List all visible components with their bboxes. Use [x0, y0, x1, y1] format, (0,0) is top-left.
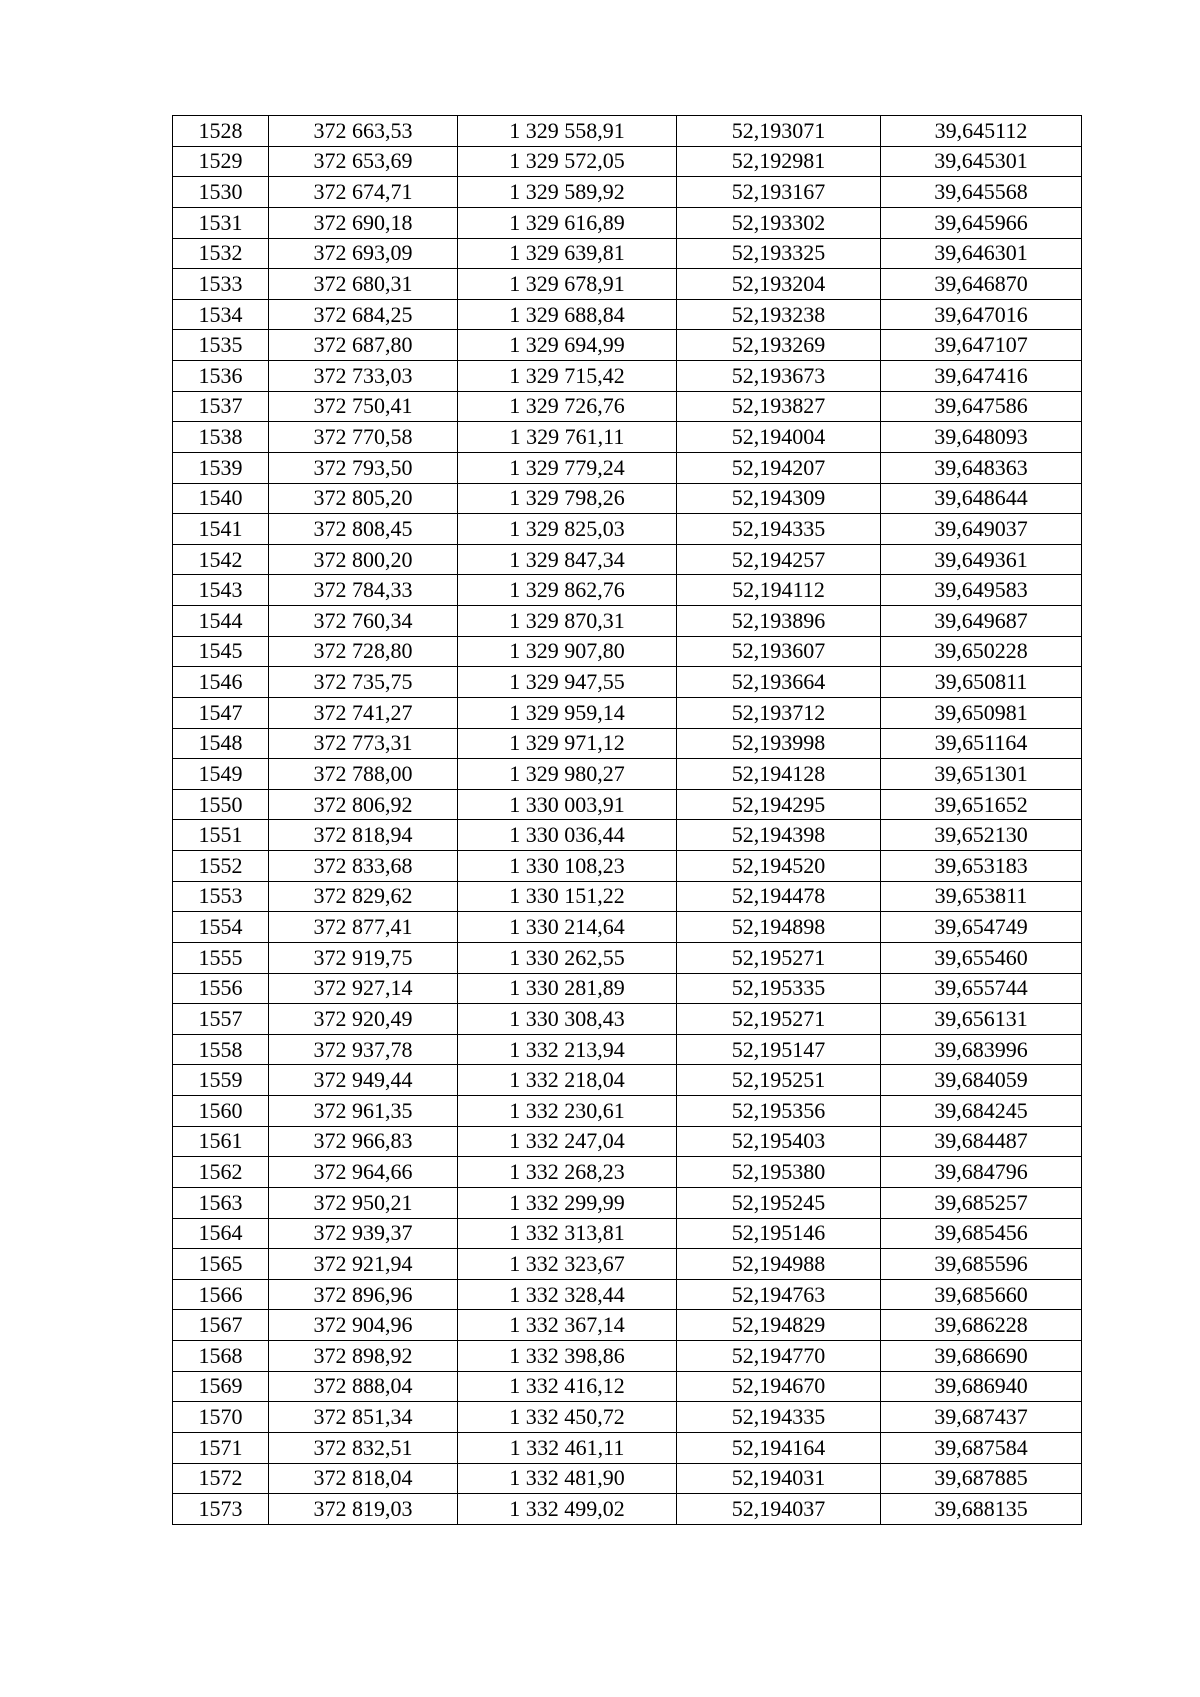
latitude-cell: 52,194335	[677, 514, 881, 545]
point-number-cell: 1541	[173, 514, 269, 545]
point-number-cell: 1554	[173, 912, 269, 943]
y-coordinate-cell: 1 332 461,11	[458, 1432, 677, 1463]
y-coordinate-cell: 1 332 230,61	[458, 1096, 677, 1127]
table-row	[173, 1402, 1082, 1433]
latitude-cell: 52,193712	[677, 697, 881, 728]
table-row	[173, 391, 1082, 422]
x-coordinate-cell: 372 805,20	[269, 483, 458, 514]
y-coordinate-cell: 1 329 959,14	[458, 697, 677, 728]
longitude-cell: 39,653811	[881, 881, 1082, 912]
longitude-cell: 39,648363	[881, 452, 1082, 483]
longitude-cell: 39,649687	[881, 606, 1082, 637]
x-coordinate-cell: 372 760,34	[269, 606, 458, 637]
y-coordinate-cell: 1 332 398,86	[458, 1341, 677, 1372]
latitude-cell: 52,194295	[677, 789, 881, 820]
point-number-cell: 1547	[173, 697, 269, 728]
point-number-cell: 1559	[173, 1065, 269, 1096]
longitude-cell: 39,654749	[881, 912, 1082, 943]
x-coordinate-cell: 372 921,94	[269, 1249, 458, 1280]
y-coordinate-cell: 1 330 262,55	[458, 942, 677, 973]
y-coordinate-cell: 1 332 416,12	[458, 1371, 677, 1402]
point-number-cell: 1560	[173, 1096, 269, 1127]
point-number-cell: 1566	[173, 1279, 269, 1310]
table-row	[173, 1126, 1082, 1157]
latitude-cell: 52,194763	[677, 1279, 881, 1310]
x-coordinate-cell: 372 832,51	[269, 1432, 458, 1463]
point-number-cell: 1528	[173, 116, 269, 147]
table-row	[173, 269, 1082, 300]
table-row	[173, 1432, 1082, 1463]
y-coordinate-cell: 1 329 980,27	[458, 759, 677, 790]
longitude-cell: 39,648093	[881, 422, 1082, 453]
table-row	[173, 1096, 1082, 1127]
y-coordinate-cell: 1 329 862,76	[458, 575, 677, 606]
point-number-cell: 1549	[173, 759, 269, 790]
longitude-cell: 39,650228	[881, 636, 1082, 667]
table-row	[173, 697, 1082, 728]
y-coordinate-cell: 1 330 308,43	[458, 1004, 677, 1035]
y-coordinate-cell: 1 329 678,91	[458, 269, 677, 300]
latitude-cell: 52,194128	[677, 759, 881, 790]
y-coordinate-cell: 1 332 328,44	[458, 1279, 677, 1310]
latitude-cell: 52,194309	[677, 483, 881, 514]
longitude-cell: 39,684487	[881, 1126, 1082, 1157]
longitude-cell: 39,645112	[881, 116, 1082, 147]
x-coordinate-cell: 372 851,34	[269, 1402, 458, 1433]
point-number-cell: 1550	[173, 789, 269, 820]
longitude-cell: 39,652130	[881, 820, 1082, 851]
point-number-cell: 1558	[173, 1034, 269, 1065]
point-number-cell: 1572	[173, 1463, 269, 1494]
x-coordinate-cell: 372 920,49	[269, 1004, 458, 1035]
x-coordinate-cell: 372 898,92	[269, 1341, 458, 1372]
latitude-cell: 52,194898	[677, 912, 881, 943]
x-coordinate-cell: 372 728,80	[269, 636, 458, 667]
latitude-cell: 52,193238	[677, 299, 881, 330]
latitude-cell: 52,195380	[677, 1157, 881, 1188]
table-row	[173, 575, 1082, 606]
point-number-cell: 1538	[173, 422, 269, 453]
x-coordinate-cell: 372 818,04	[269, 1463, 458, 1494]
point-number-cell: 1568	[173, 1341, 269, 1372]
point-number-cell: 1543	[173, 575, 269, 606]
longitude-cell: 39,656131	[881, 1004, 1082, 1035]
latitude-cell: 52,194207	[677, 452, 881, 483]
x-coordinate-cell: 372 950,21	[269, 1187, 458, 1218]
latitude-cell: 52,195147	[677, 1034, 881, 1065]
x-coordinate-cell: 372 966,83	[269, 1126, 458, 1157]
longitude-cell: 39,685456	[881, 1218, 1082, 1249]
y-coordinate-cell: 1 330 036,44	[458, 820, 677, 851]
latitude-cell: 52,193167	[677, 177, 881, 208]
latitude-cell: 52,195271	[677, 942, 881, 973]
x-coordinate-cell: 372 674,71	[269, 177, 458, 208]
table-row	[173, 422, 1082, 453]
x-coordinate-cell: 372 927,14	[269, 973, 458, 1004]
latitude-cell: 52,193607	[677, 636, 881, 667]
longitude-cell: 39,655460	[881, 942, 1082, 973]
table-row	[173, 820, 1082, 851]
table-row	[173, 789, 1082, 820]
latitude-cell: 52,193673	[677, 361, 881, 392]
longitude-cell: 39,651164	[881, 728, 1082, 759]
x-coordinate-cell: 372 773,31	[269, 728, 458, 759]
point-number-cell: 1555	[173, 942, 269, 973]
x-coordinate-cell: 372 653,69	[269, 146, 458, 177]
point-number-cell: 1535	[173, 330, 269, 361]
y-coordinate-cell: 1 329 761,11	[458, 422, 677, 453]
point-number-cell: 1545	[173, 636, 269, 667]
point-number-cell: 1561	[173, 1126, 269, 1157]
coordinates-table-body	[173, 116, 1082, 1525]
y-coordinate-cell: 1 329 779,24	[458, 452, 677, 483]
x-coordinate-cell: 372 690,18	[269, 207, 458, 238]
x-coordinate-cell: 372 949,44	[269, 1065, 458, 1096]
latitude-cell: 52,195403	[677, 1126, 881, 1157]
y-coordinate-cell: 1 330 151,22	[458, 881, 677, 912]
x-coordinate-cell: 372 829,62	[269, 881, 458, 912]
latitude-cell: 52,195245	[677, 1187, 881, 1218]
x-coordinate-cell: 372 806,92	[269, 789, 458, 820]
y-coordinate-cell: 1 332 313,81	[458, 1218, 677, 1249]
table-row	[173, 759, 1082, 790]
x-coordinate-cell: 372 684,25	[269, 299, 458, 330]
longitude-cell: 39,687885	[881, 1463, 1082, 1494]
longitude-cell: 39,651652	[881, 789, 1082, 820]
latitude-cell: 52,194112	[677, 575, 881, 606]
table-row	[173, 1004, 1082, 1035]
longitude-cell: 39,687437	[881, 1402, 1082, 1433]
table-row	[173, 1371, 1082, 1402]
point-number-cell: 1556	[173, 973, 269, 1004]
table-row	[173, 1034, 1082, 1065]
table-row	[173, 1341, 1082, 1372]
table-row	[173, 514, 1082, 545]
point-number-cell: 1529	[173, 146, 269, 177]
longitude-cell: 39,685660	[881, 1279, 1082, 1310]
longitude-cell: 39,645568	[881, 177, 1082, 208]
table-row	[173, 330, 1082, 361]
latitude-cell: 52,194257	[677, 544, 881, 575]
x-coordinate-cell: 372 937,78	[269, 1034, 458, 1065]
table-row	[173, 1494, 1082, 1525]
table-row	[173, 299, 1082, 330]
latitude-cell: 52,193269	[677, 330, 881, 361]
y-coordinate-cell: 1 330 108,23	[458, 851, 677, 882]
y-coordinate-cell: 1 332 367,14	[458, 1310, 677, 1341]
point-number-cell: 1530	[173, 177, 269, 208]
longitude-cell: 39,686690	[881, 1341, 1082, 1372]
table-row	[173, 1463, 1082, 1494]
point-number-cell: 1570	[173, 1402, 269, 1433]
x-coordinate-cell: 372 687,80	[269, 330, 458, 361]
latitude-cell: 52,195335	[677, 973, 881, 1004]
table-row	[173, 177, 1082, 208]
longitude-cell: 39,647107	[881, 330, 1082, 361]
point-number-cell: 1548	[173, 728, 269, 759]
x-coordinate-cell: 372 770,58	[269, 422, 458, 453]
longitude-cell: 39,649583	[881, 575, 1082, 606]
y-coordinate-cell: 1 329 715,42	[458, 361, 677, 392]
longitude-cell: 39,655744	[881, 973, 1082, 1004]
latitude-cell: 52,193204	[677, 269, 881, 300]
y-coordinate-cell: 1 329 825,03	[458, 514, 677, 545]
table-row	[173, 483, 1082, 514]
latitude-cell: 52,194829	[677, 1310, 881, 1341]
longitude-cell: 39,683996	[881, 1034, 1082, 1065]
point-number-cell: 1551	[173, 820, 269, 851]
x-coordinate-cell: 372 693,09	[269, 238, 458, 269]
longitude-cell: 39,653183	[881, 851, 1082, 882]
y-coordinate-cell: 1 329 847,34	[458, 544, 677, 575]
latitude-cell: 52,194520	[677, 851, 881, 882]
latitude-cell: 52,194031	[677, 1463, 881, 1494]
y-coordinate-cell: 1 330 214,64	[458, 912, 677, 943]
table-row	[173, 116, 1082, 147]
latitude-cell: 52,192981	[677, 146, 881, 177]
table-row	[173, 452, 1082, 483]
point-number-cell: 1552	[173, 851, 269, 882]
y-coordinate-cell: 1 329 589,92	[458, 177, 677, 208]
longitude-cell: 39,687584	[881, 1432, 1082, 1463]
y-coordinate-cell: 1 332 218,04	[458, 1065, 677, 1096]
table-row	[173, 973, 1082, 1004]
table-row	[173, 238, 1082, 269]
table-row	[173, 361, 1082, 392]
point-number-cell: 1573	[173, 1494, 269, 1525]
point-number-cell: 1533	[173, 269, 269, 300]
latitude-cell: 52,193998	[677, 728, 881, 759]
table-row	[173, 544, 1082, 575]
point-number-cell: 1532	[173, 238, 269, 269]
latitude-cell: 52,193325	[677, 238, 881, 269]
longitude-cell: 39,649361	[881, 544, 1082, 575]
y-coordinate-cell: 1 329 947,55	[458, 667, 677, 698]
latitude-cell: 52,193302	[677, 207, 881, 238]
x-coordinate-cell: 372 919,75	[269, 942, 458, 973]
y-coordinate-cell: 1 329 616,89	[458, 207, 677, 238]
y-coordinate-cell: 1 332 268,23	[458, 1157, 677, 1188]
longitude-cell: 39,686228	[881, 1310, 1082, 1341]
table-row	[173, 728, 1082, 759]
x-coordinate-cell: 372 833,68	[269, 851, 458, 882]
table-row	[173, 942, 1082, 973]
x-coordinate-cell: 372 939,37	[269, 1218, 458, 1249]
table-row	[173, 667, 1082, 698]
y-coordinate-cell: 1 332 299,99	[458, 1187, 677, 1218]
point-number-cell: 1563	[173, 1187, 269, 1218]
table-row	[173, 881, 1082, 912]
x-coordinate-cell: 372 735,75	[269, 667, 458, 698]
longitude-cell: 39,645301	[881, 146, 1082, 177]
point-number-cell: 1542	[173, 544, 269, 575]
longitude-cell: 39,685596	[881, 1249, 1082, 1280]
y-coordinate-cell: 1 332 499,02	[458, 1494, 677, 1525]
point-number-cell: 1536	[173, 361, 269, 392]
point-number-cell: 1539	[173, 452, 269, 483]
latitude-cell: 52,194670	[677, 1371, 881, 1402]
point-number-cell: 1546	[173, 667, 269, 698]
latitude-cell: 52,193071	[677, 116, 881, 147]
longitude-cell: 39,645966	[881, 207, 1082, 238]
x-coordinate-cell: 372 896,96	[269, 1279, 458, 1310]
longitude-cell: 39,684245	[881, 1096, 1082, 1127]
latitude-cell: 52,195356	[677, 1096, 881, 1127]
y-coordinate-cell: 1 332 450,72	[458, 1402, 677, 1433]
point-number-cell: 1565	[173, 1249, 269, 1280]
longitude-cell: 39,684796	[881, 1157, 1082, 1188]
y-coordinate-cell: 1 329 726,76	[458, 391, 677, 422]
point-number-cell: 1531	[173, 207, 269, 238]
latitude-cell: 52,195146	[677, 1218, 881, 1249]
y-coordinate-cell: 1 329 971,12	[458, 728, 677, 759]
y-coordinate-cell: 1 330 281,89	[458, 973, 677, 1004]
longitude-cell: 39,649037	[881, 514, 1082, 545]
longitude-cell: 39,647016	[881, 299, 1082, 330]
table-row	[173, 912, 1082, 943]
point-number-cell: 1567	[173, 1310, 269, 1341]
y-coordinate-cell: 1 332 213,94	[458, 1034, 677, 1065]
y-coordinate-cell: 1 332 323,67	[458, 1249, 677, 1280]
latitude-cell: 52,193664	[677, 667, 881, 698]
longitude-cell: 39,647586	[881, 391, 1082, 422]
latitude-cell: 52,194004	[677, 422, 881, 453]
x-coordinate-cell: 372 888,04	[269, 1371, 458, 1402]
y-coordinate-cell: 1 329 798,26	[458, 483, 677, 514]
latitude-cell: 52,193827	[677, 391, 881, 422]
table-row	[173, 1310, 1082, 1341]
longitude-cell: 39,688135	[881, 1494, 1082, 1525]
longitude-cell: 39,647416	[881, 361, 1082, 392]
x-coordinate-cell: 372 819,03	[269, 1494, 458, 1525]
latitude-cell: 52,195271	[677, 1004, 881, 1035]
table-row	[173, 606, 1082, 637]
point-number-cell: 1544	[173, 606, 269, 637]
point-number-cell: 1564	[173, 1218, 269, 1249]
latitude-cell: 52,193896	[677, 606, 881, 637]
y-coordinate-cell: 1 329 688,84	[458, 299, 677, 330]
point-number-cell: 1534	[173, 299, 269, 330]
latitude-cell: 52,194164	[677, 1432, 881, 1463]
y-coordinate-cell: 1 329 639,81	[458, 238, 677, 269]
x-coordinate-cell: 372 800,20	[269, 544, 458, 575]
y-coordinate-cell: 1 329 572,05	[458, 146, 677, 177]
x-coordinate-cell: 372 808,45	[269, 514, 458, 545]
longitude-cell: 39,685257	[881, 1187, 1082, 1218]
table-row	[173, 1279, 1082, 1310]
y-coordinate-cell: 1 332 247,04	[458, 1126, 677, 1157]
x-coordinate-cell: 372 733,03	[269, 361, 458, 392]
table-row	[173, 1249, 1082, 1280]
table-row	[173, 1218, 1082, 1249]
latitude-cell: 52,194335	[677, 1402, 881, 1433]
longitude-cell: 39,646301	[881, 238, 1082, 269]
x-coordinate-cell: 372 961,35	[269, 1096, 458, 1127]
point-number-cell: 1553	[173, 881, 269, 912]
table-row	[173, 851, 1082, 882]
point-number-cell: 1557	[173, 1004, 269, 1035]
latitude-cell: 52,195251	[677, 1065, 881, 1096]
longitude-cell: 39,650981	[881, 697, 1082, 728]
latitude-cell: 52,194988	[677, 1249, 881, 1280]
y-coordinate-cell: 1 329 907,80	[458, 636, 677, 667]
longitude-cell: 39,646870	[881, 269, 1082, 300]
table-row	[173, 207, 1082, 238]
x-coordinate-cell: 372 680,31	[269, 269, 458, 300]
table-row	[173, 146, 1082, 177]
x-coordinate-cell: 372 741,27	[269, 697, 458, 728]
x-coordinate-cell: 372 663,53	[269, 116, 458, 147]
point-number-cell: 1537	[173, 391, 269, 422]
x-coordinate-cell: 372 904,96	[269, 1310, 458, 1341]
x-coordinate-cell: 372 750,41	[269, 391, 458, 422]
x-coordinate-cell: 372 788,00	[269, 759, 458, 790]
longitude-cell: 39,648644	[881, 483, 1082, 514]
longitude-cell: 39,686940	[881, 1371, 1082, 1402]
longitude-cell: 39,684059	[881, 1065, 1082, 1096]
table-row	[173, 1187, 1082, 1218]
latitude-cell: 52,194770	[677, 1341, 881, 1372]
x-coordinate-cell: 372 793,50	[269, 452, 458, 483]
longitude-cell: 39,650811	[881, 667, 1082, 698]
y-coordinate-cell: 1 329 694,99	[458, 330, 677, 361]
table-row	[173, 1157, 1082, 1188]
table-row	[173, 636, 1082, 667]
y-coordinate-cell: 1 330 003,91	[458, 789, 677, 820]
y-coordinate-cell: 1 332 481,90	[458, 1463, 677, 1494]
table-row	[173, 1065, 1082, 1096]
y-coordinate-cell: 1 329 870,31	[458, 606, 677, 637]
latitude-cell: 52,194037	[677, 1494, 881, 1525]
x-coordinate-cell: 372 784,33	[269, 575, 458, 606]
latitude-cell: 52,194398	[677, 820, 881, 851]
y-coordinate-cell: 1 329 558,91	[458, 116, 677, 147]
point-number-cell: 1562	[173, 1157, 269, 1188]
point-number-cell: 1569	[173, 1371, 269, 1402]
latitude-cell: 52,194478	[677, 881, 881, 912]
point-number-cell: 1540	[173, 483, 269, 514]
x-coordinate-cell: 372 877,41	[269, 912, 458, 943]
point-number-cell: 1571	[173, 1432, 269, 1463]
x-coordinate-cell: 372 964,66	[269, 1157, 458, 1188]
longitude-cell: 39,651301	[881, 759, 1082, 790]
coordinates-table	[172, 115, 1082, 1525]
x-coordinate-cell: 372 818,94	[269, 820, 458, 851]
